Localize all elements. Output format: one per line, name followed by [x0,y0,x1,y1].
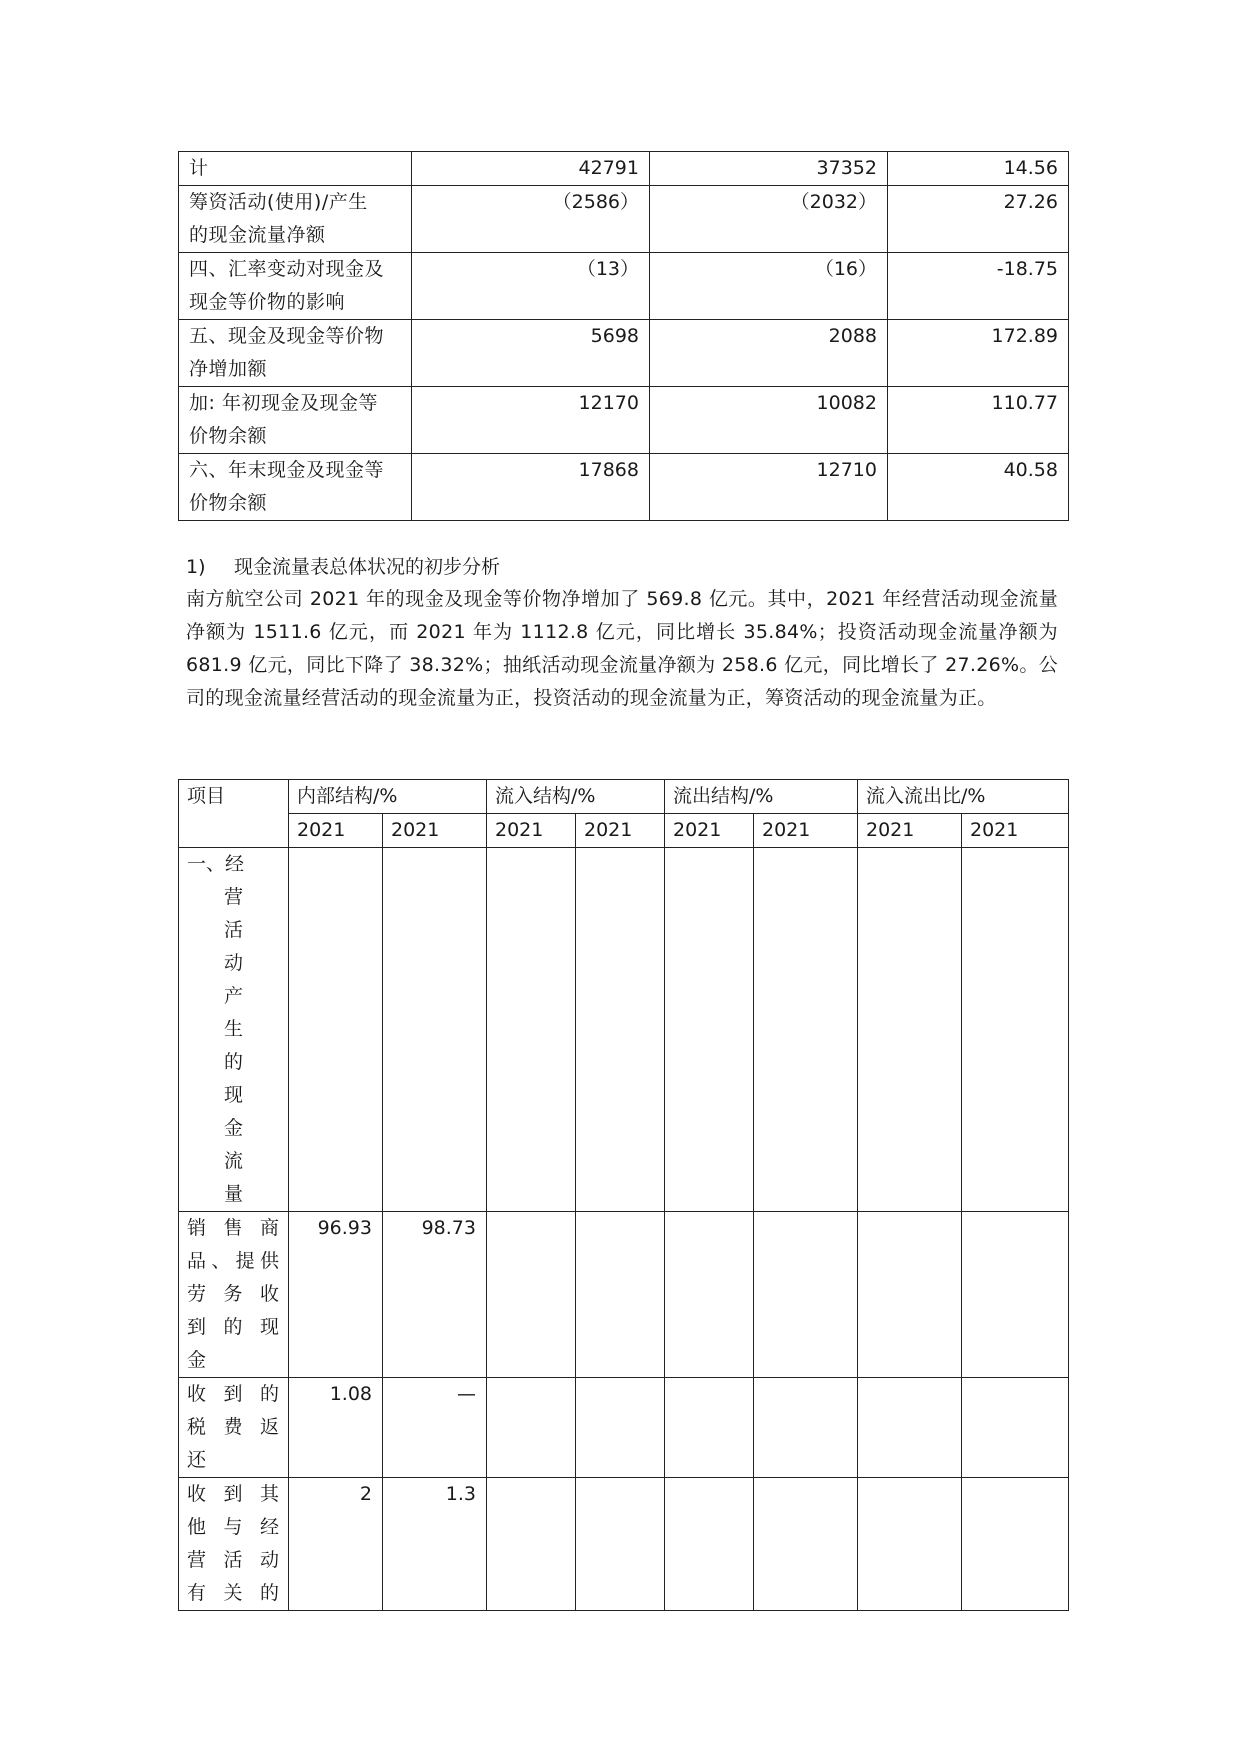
cash-flow-summary-table [178,151,1069,521]
cell-value: 1.08 [289,1378,383,1478]
cell-value: 37352 [650,152,888,186]
row-label: 收到其 他与经 营活动 有关的 [179,1478,289,1611]
cell-value: （2586） [412,186,650,253]
section-row [179,848,1069,1212]
table-row [179,1378,1069,1478]
row-label: 加: 年初现金及现金等 价物余额 [179,387,412,454]
header-row [179,780,1069,814]
header-group: 内部结构/% [289,780,487,814]
row-label: 六、年末现金及现金等 价物余额 [179,454,412,521]
row-label: 计 [179,152,412,186]
cell-value: 110.77 [888,387,1069,454]
row-label: 四、汇率变动对现金及 现金等价物的影响 [179,253,412,320]
cell-value: 12710 [650,454,888,521]
year-header: 2021 [665,814,754,848]
analysis-paragraph: 南方航空公司 2021 年的现金及现金等价物净增加了 569.8 亿元。其中，2021 年经营活动现金流量净额为 1511.6 亿元，而 2021 年为 1112.8 亿元，同比增长 35.84%；投资活动现金流量净额为 681.9 亿元，同比下降了 38.32%；抽纸活动现金流量净额为 258.6 亿元，同比增长了 27.26%。公司的现金流量经营活动的现金流量为正，投资活动的现金流量为正，筹资活动的现金流量为正。 [186,588,1058,709]
table-row [179,454,1069,521]
cell-value: 27.26 [888,186,1069,253]
table-row [179,320,1069,387]
section-label: 一、经 营 活 动 产 生 的 现 金 流 量 [179,848,289,1212]
year-header: 2021 [487,814,576,848]
year-header: 2021 [962,814,1069,848]
section-heading [186,551,500,583]
cell-value: -18.75 [888,253,1069,320]
table-row [179,152,1069,186]
header-group: 流入流出比/% [858,780,1069,814]
cell-value: 172.89 [888,320,1069,387]
row-label: 五、现金及现金等价物 净增加额 [179,320,412,387]
cell-value: （2032） [650,186,888,253]
cell-value: 12170 [412,387,650,454]
section-title: 现金流量表总体状况的初步分析 [234,556,501,578]
cell-value: （16） [650,253,888,320]
table-row [179,186,1069,253]
table-row [179,1478,1069,1611]
row-label: 筹资活动(使用)/产生 的现金流量净额 [179,186,412,253]
row-label: 销售商 品、提供 劳务收 到的现 金 [179,1212,289,1378]
cell-value: 14.56 [888,152,1069,186]
header-item: 项目 [179,780,289,848]
cell-value: 1.3 [383,1478,487,1611]
year-header: 2021 [754,814,858,848]
cell-value: 42791 [412,152,650,186]
year-row [179,814,1069,848]
year-header: 2021 [383,814,487,848]
row-label: 收到的 税费返 还 [179,1378,289,1478]
table-row [179,1212,1069,1378]
cash-flow-structure-table [178,779,1069,1611]
header-group: 流入结构/% [487,780,665,814]
header-group: 流出结构/% [665,780,858,814]
cell-value: 40.58 [888,454,1069,521]
year-header: 2021 [289,814,383,848]
table-row [179,387,1069,454]
cell-value: 5698 [412,320,650,387]
cell-value: — [383,1378,487,1478]
cell-value: 10082 [650,387,888,454]
year-header: 2021 [858,814,962,848]
cell-value: （13） [412,253,650,320]
cell-value: 98.73 [383,1212,487,1378]
cell-value: 2 [289,1478,383,1611]
year-header: 2021 [576,814,665,848]
cell-value: 96.93 [289,1212,383,1378]
section-number: 1) [186,556,206,578]
cell-value: 2088 [650,320,888,387]
cell-value: 17868 [412,454,650,521]
table-row [179,253,1069,320]
